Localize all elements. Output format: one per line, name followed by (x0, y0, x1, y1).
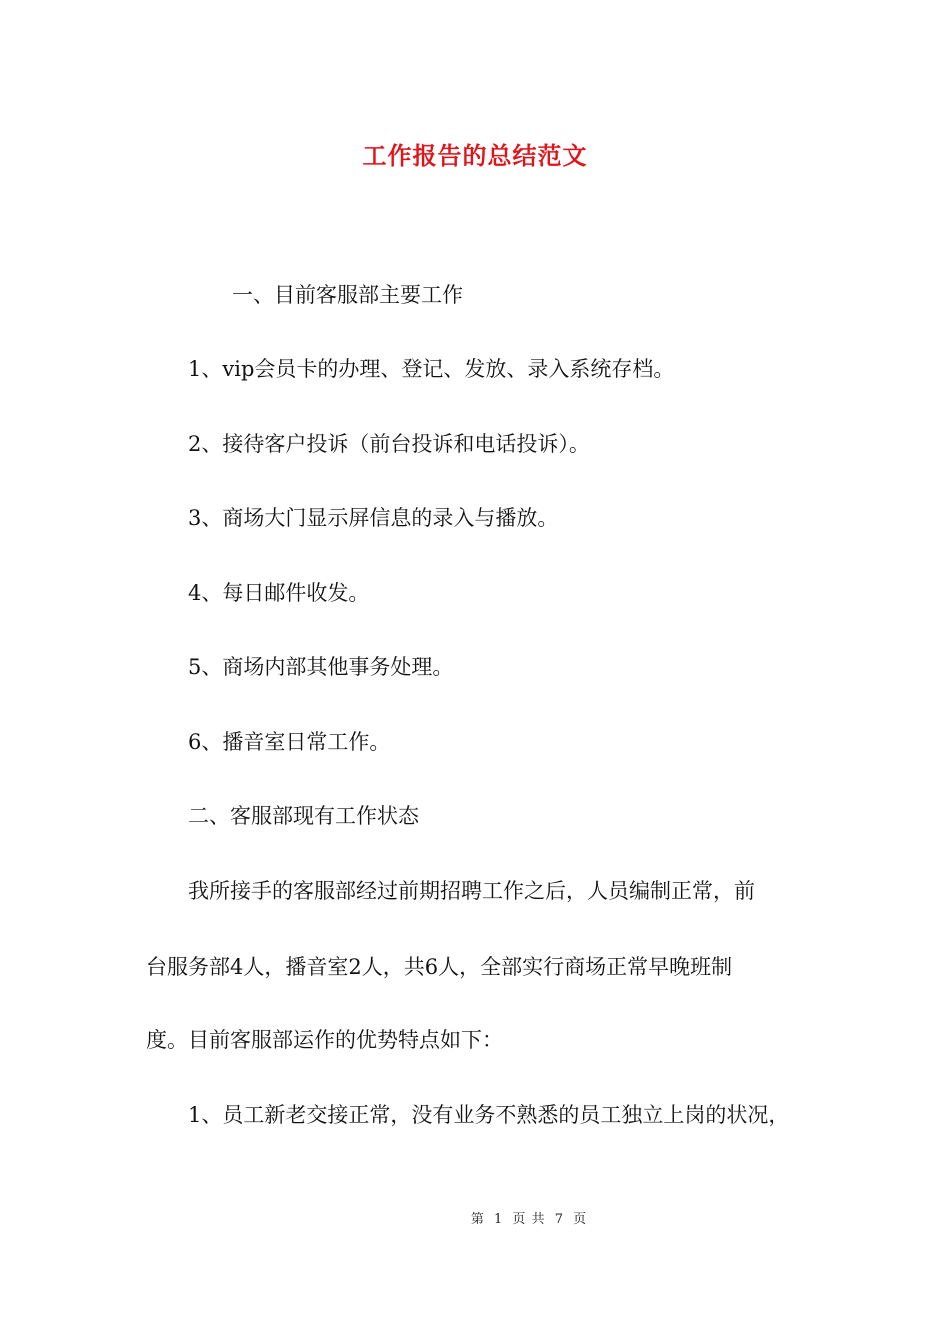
list-item: 1、vip会员卡的办理、登记、发放、录入系统存档。 (188, 357, 675, 381)
section-heading-1: 一、目前客服部主要工作 (232, 283, 463, 307)
list-item: 5、商场内部其他事务处理。 (188, 655, 454, 679)
paragraph-line: 我所接手的客服部经过前期招聘工作之后，人员编制正常，前 (188, 879, 755, 903)
section-heading-2: 二、客服部现有工作状态 (188, 804, 419, 828)
footer-page-number: 1 (494, 1212, 504, 1227)
paragraph-line: 台服务部4人，播音室2人，共6人，全部实行商场正常早晚班制 (146, 955, 733, 979)
document-title: 工作报告的总结范文 (362, 141, 588, 170)
footer-prefix: 第 (470, 1212, 485, 1227)
list-item: 6、播音室日常工作。 (188, 730, 391, 754)
footer-suffix: 页 (573, 1212, 588, 1227)
list-item: 3、商场大门显示屏信息的录入与播放。 (188, 506, 559, 530)
list-item: 2、接待客户投诉（前台投诉和电话投诉）。 (188, 432, 590, 456)
list-item: 4、每日邮件收发。 (188, 581, 370, 605)
list-item: 1、员工新老交接正常，没有业务不熟悉的员工独立上岗的状况， (188, 1103, 790, 1127)
page-footer (0, 1208, 950, 1227)
paragraph-line: 度。目前客服部运作的优势特点如下： (146, 1028, 503, 1052)
footer-total-pages: 7 (554, 1212, 564, 1227)
footer-middle: 页 共 (512, 1212, 546, 1227)
